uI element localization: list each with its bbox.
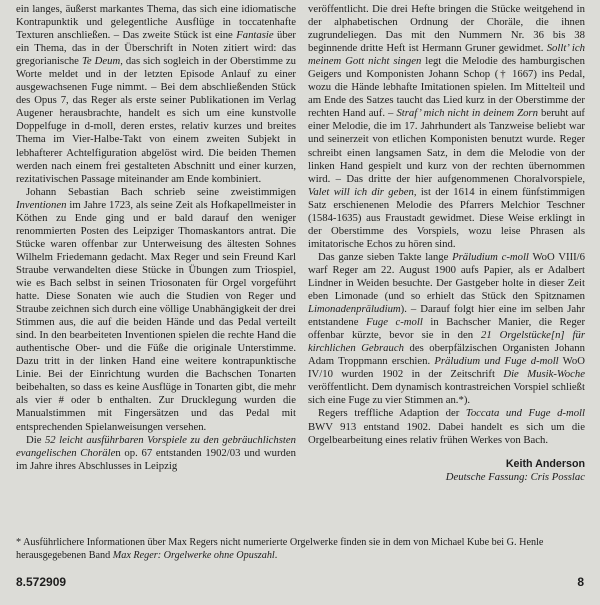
text-run: des oberpfälzischen Organisten Johann Adam Troppmann erschien. [308,342,585,368]
paragraph [16,186,296,434]
work-title: Sollt’ ich meinem Gott nicht singen [308,42,585,68]
work-title: Te Deum [81,55,121,68]
text-run: , ist der 1614 in einem fünfstimmigen Satz erschienenen Melodie des Pfarrers Melchior Teschner (1584-1635) aus Fraustadt gewidmet. Diese Weise erklingt in der Oberstimme des Vorspiels, wozu leise Phrasen als imitatorische Echos zu hören sind. [308,185,585,250]
work-title: Präludium und Fuge d-moll [434,355,559,368]
text-run: Die [26,433,45,446]
work-title: Limonadenpräludium [308,303,401,316]
paragraph [16,434,296,473]
translation-credit: Deutsche Fassung: Cris Posslac [445,470,585,483]
left-text-column [16,3,296,473]
work-title: 52 leicht ausführbaren Vorspiele zu den gebräuchlichsten evangelischen Choräle [16,433,296,459]
text-run: veröffentlicht. Die drei Hefte bringen die Stücke weitgehend in der alphabetischen Ordnung der Choräle, die ihnen zugrundeliegen. Das mit den Nummern Nr. 36 bis 38 beginnende dritte Heft ist Hermann Gruner gewidmet. [308,3,585,55]
work-title: Valet will ich dir geben [308,185,414,198]
text-run: ein langes, äußerst markantes Thema, das sich eine idiomatische Kontrapunktik und gelegentliche Ausflüge in toccatenhafte Texturen anschließen. – Das zweite Stück ist eine [16,3,296,42]
work-title: Inventionen [16,198,67,211]
page-number: 8 [577,575,584,589]
paragraph [308,251,585,408]
work-title: 21 Orgelstücke[n] für kirchlichen Gebrauch [308,329,586,355]
text-run: beruht auf einer Melodie, die im 17. Jahrhundert als Tanzweise beliebt war und seinerzeit von etlichen Komponisten benutzt wurde. Reger schreibt einen langsamen Satz, in dem die Melodie von der linken Hand gespielt und kurz von der rechten übernommen wird. – Das dritte der hier aufgenommenen Choralvorspiele, [308,107,585,185]
work-title: Fuge c-moll [366,316,423,329]
text-run: WoO VIII/6 warf Reger am 22. August 1900 aufs Papier, als er Adalbert Lindner in Weiden besuchte. Der Gastgeber holte in dieser Zeit eben Limonade (und so erhielt das Stück den Spitznamen [308,250,585,303]
paragraph [308,3,585,251]
text-run: legt die Melodie des hamburgischen Geigers und Komponisten Johann Schop († 1667) ins Pedal, wozu die Hände lebhafte Imitationen spielen. Im Mittelteil und am Ende des Satzes taucht das Lied kurz in der Oberstimme der rechten Hand auf. – [308,55,586,120]
text-run: , das sich sogleich in der Oberstimme zu Worte meldet und in der letzten Episode Anlauf zu einer ausgewachsenen Fuge nimmt. – Bei dem abschließenden Stück des Opus 7, das Reger als erste seiner Publikationen im Verlag Augener herausbrachte, handelt es sich um eine kunstvolle Doppelfuge in d-moll, deren erstes, relativ kurzes und breites Thema im Vier-Halbe-Takt von einem zweiten Subjekt in lebhafterer Achtelfiguration abgelöst wird. Die beiden Themen werden nach einem frei gestalteten Abschnitt und einer kurzen, rezitativischen Passage miteinander am Ende kombiniert. [16,55,296,185]
text-run: WoO IV/10 wurden 1902 in der Zeitschrift [308,355,585,381]
paragraph [16,3,296,186]
text-run: im Jahre 1723, als seine Zeit als Hofkapellmeister in Köthen zu Ende ging und er bald darauf den weniger renommierten Posten des Leipziger Thomaskantors antrat. Die Stücke waren offenbar zur Unterweisung des ältesten Sohnes Wilhelm Friedemann gedacht. Max Reger und sein Freund Karl Straube verwandelten diese Stücke in Übungen zum Triospiel, wie es Bach selbst in seinen Triosonaten für Orgel vorgeführt hatte. Diese Sonaten wie auch die Studien von Reger und Straube zeichnen sich durch eine völlige Unabhängigkeit der drei Stimmen aus, die auf die beiden Hände und das Pedal verteilt sind. In den bearbeiteten Inventionen spielen die rechte Hand die authentische Ober- und die Füße die originale Unterstimme. Dazu tritt in der linken Hand eine weitere kontrapunktische Linie. Bei der Einrichtung wurden die Bachschen Tonarten beibehalten, so dass es keine Ausflüge in Tonarten gibt, die mehr als vier # oder b enthalten. Zur Drucklegung wurden die Manualstimmen mit Fingersätzen und das Pedal mit entsprechenden Spielanweisungen versehen. [16,198,296,433]
work-title: Fantasie [236,29,274,42]
author-name: Keith Anderson [505,457,585,470]
text-run: über ein Thema, das in der Überschrift in Noten zitiert wird: das gregorianische [16,29,296,68]
text-run: Regers treffliche Adaption der [318,407,466,420]
catalog-number: 8.572909 [16,575,67,589]
text-run: Johann Sebastian Bach schrieb seine zweistimmigen [26,185,296,198]
text-run: ). – Darauf folgt hier eine im selben Jahr entstandene [308,303,585,329]
text-run: veröffentlicht. Dem dynamisch kontrastreichen Vorspiel schließt sich eine Fuge zu vier Stimmen an.*). [308,381,585,407]
book-title: Max Reger: Orgelwerke ohne Opuszahl [112,549,275,561]
paragraph [308,407,585,446]
text-run: * Ausführlichere Informationen über Max Regers nicht numerierte Orgelwerke finden sie in dem von Michael Kube bei G. Henle herausgegebenen Band [16,537,544,561]
text-run: n op. 67 entstanden 1902/03 und wurden im Jahre ihres Abschlusses in Leipzig [16,446,296,472]
work-title: Straf’ mich nicht in deinem Zorn [396,107,538,120]
right-text-column [308,3,585,484]
footnote [16,537,585,562]
work-title: Präludium c-moll [452,250,529,263]
text-run: Das ganze sieben Takte lange [318,250,453,263]
text-run: in Bachscher Manier, die Reger offenbar kürzte, bevor sie in den [308,316,586,342]
signature-block [308,458,585,484]
work-title: Toccata und Fuge d-moll [465,407,585,420]
text-run: . [274,549,278,561]
text-run: BWV 913 entstand 1902. Dabei handelt es sich um die Orgelbearbeitung eines relativ frühen Werkes von Bach. [308,420,585,446]
work-title: Die Musik-Woche [503,368,585,381]
